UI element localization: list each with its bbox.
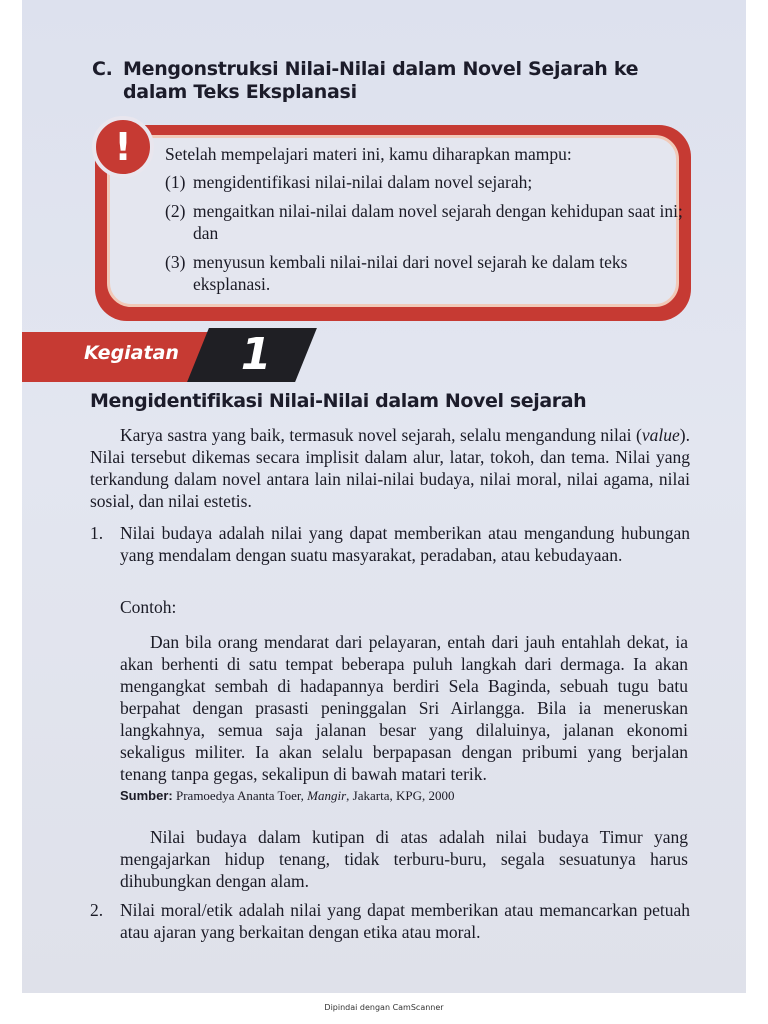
activity-title: Mengidentifikasi Nilai-Nilai dalam Novel sejarah: [90, 390, 587, 412]
intro-italic-term: value: [641, 425, 680, 445]
activity-number: 1: [240, 329, 272, 380]
scanned-page: [22, 0, 746, 993]
list-item: [90, 522, 690, 566]
list-text: Nilai moral/etik adalah nilai yang dapat memberikan atau memancarkan petuah atau ajaran yang berkaitan dengan etika atau moral.: [120, 900, 690, 942]
source-author: Pramoedya Ananta Toer,: [175, 788, 304, 803]
list-number: 2.: [90, 900, 104, 920]
example-source: [120, 788, 455, 804]
section-letter: C.: [92, 58, 113, 80]
intro-text-start: Karya sastra yang baik, termasuk novel sejarah, selalu mengandung nilai (: [120, 425, 642, 445]
goal-text: mengaitkan nilai-nilai dalam novel sejarah dengan kehidupan saat ini; dan: [193, 201, 683, 243]
goal-item: [165, 171, 685, 193]
goal-number: (2): [165, 201, 186, 221]
goal-item: [165, 251, 685, 295]
goals-intro: Setelah mempelajari materi ini, kamu diharapkan mampu:: [165, 144, 572, 164]
list-text: Nilai budaya adalah nilai yang dapat memberikan atau mengandung hubungan yang mendalam dengan suatu masyarakat, peradaban, atau kebudayaan.: [120, 523, 690, 565]
list-item: [90, 899, 690, 943]
source-label: Sumber:: [120, 788, 173, 803]
goal-text: menyusun kembali nilai-nilai dari novel sejarah ke dalam teks eksplanasi.: [193, 252, 628, 294]
goal-number: (1): [165, 172, 186, 192]
section-title: Mengonstruksi Nilai-Nilai dalam Novel Sejarah ke dalam Teks Eksplanasi: [123, 58, 639, 103]
intro-text-end: ). Nilai tersebut dikemas secara implisit dalam alur, latar, tokoh, dan tema. Nilai yang terkandung dalam novel antara lain nilai-nilai budaya, nilai moral, nilai agama, nilai sosial, dan nilai estetis.: [90, 425, 690, 511]
scanner-footer: Dipindai dengan CamScanner: [324, 1003, 444, 1012]
goal-text: mengidentifikasi nilai-nilai dalam novel sejarah;: [193, 172, 533, 192]
example-quote: Dan bila orang mendarat dari pelayaran, entah dari jauh entahlah dekat, ia akan berhenti di satu tempat beberapa puluh langkah dari dermaga. Ia akan mengangkat sembah di hadapannya berdiri Sela Baginda, sebuah tugu batu berpahat dengan prasasti peninggalan Sri Airlangga. Bila ia meneruskan langkahnya, semua saja jalanan besar yang dilaluinya, jalanan ekonomi sekaligus militer. Ia akan selalu berpapasan dengan pribumi yang berjalan tenang tanpa gegas, sekalipun di bawah matari terik.: [120, 632, 688, 784]
list-number: 1.: [90, 523, 104, 543]
goal-item: [165, 200, 685, 244]
example-label: Contoh:: [120, 597, 177, 617]
section-heading: [92, 58, 702, 104]
activity-label: Kegiatan: [84, 342, 179, 364]
exclamation-icon: !: [92, 116, 154, 178]
learning-goals-text: [165, 143, 685, 302]
intro-paragraph: [90, 424, 690, 512]
source-title: Mangir: [307, 788, 347, 803]
goal-number: (3): [165, 252, 186, 272]
source-rest: , Jakarta, KPG, 2000: [346, 788, 455, 803]
example-explanation: Nilai budaya dalam kutipan di atas adalah nilai budaya Timur yang mengajarkan hidup tenang, tidak terburu-buru, segala sesuatunya harus dihubungkan dengan alam.: [120, 827, 688, 891]
